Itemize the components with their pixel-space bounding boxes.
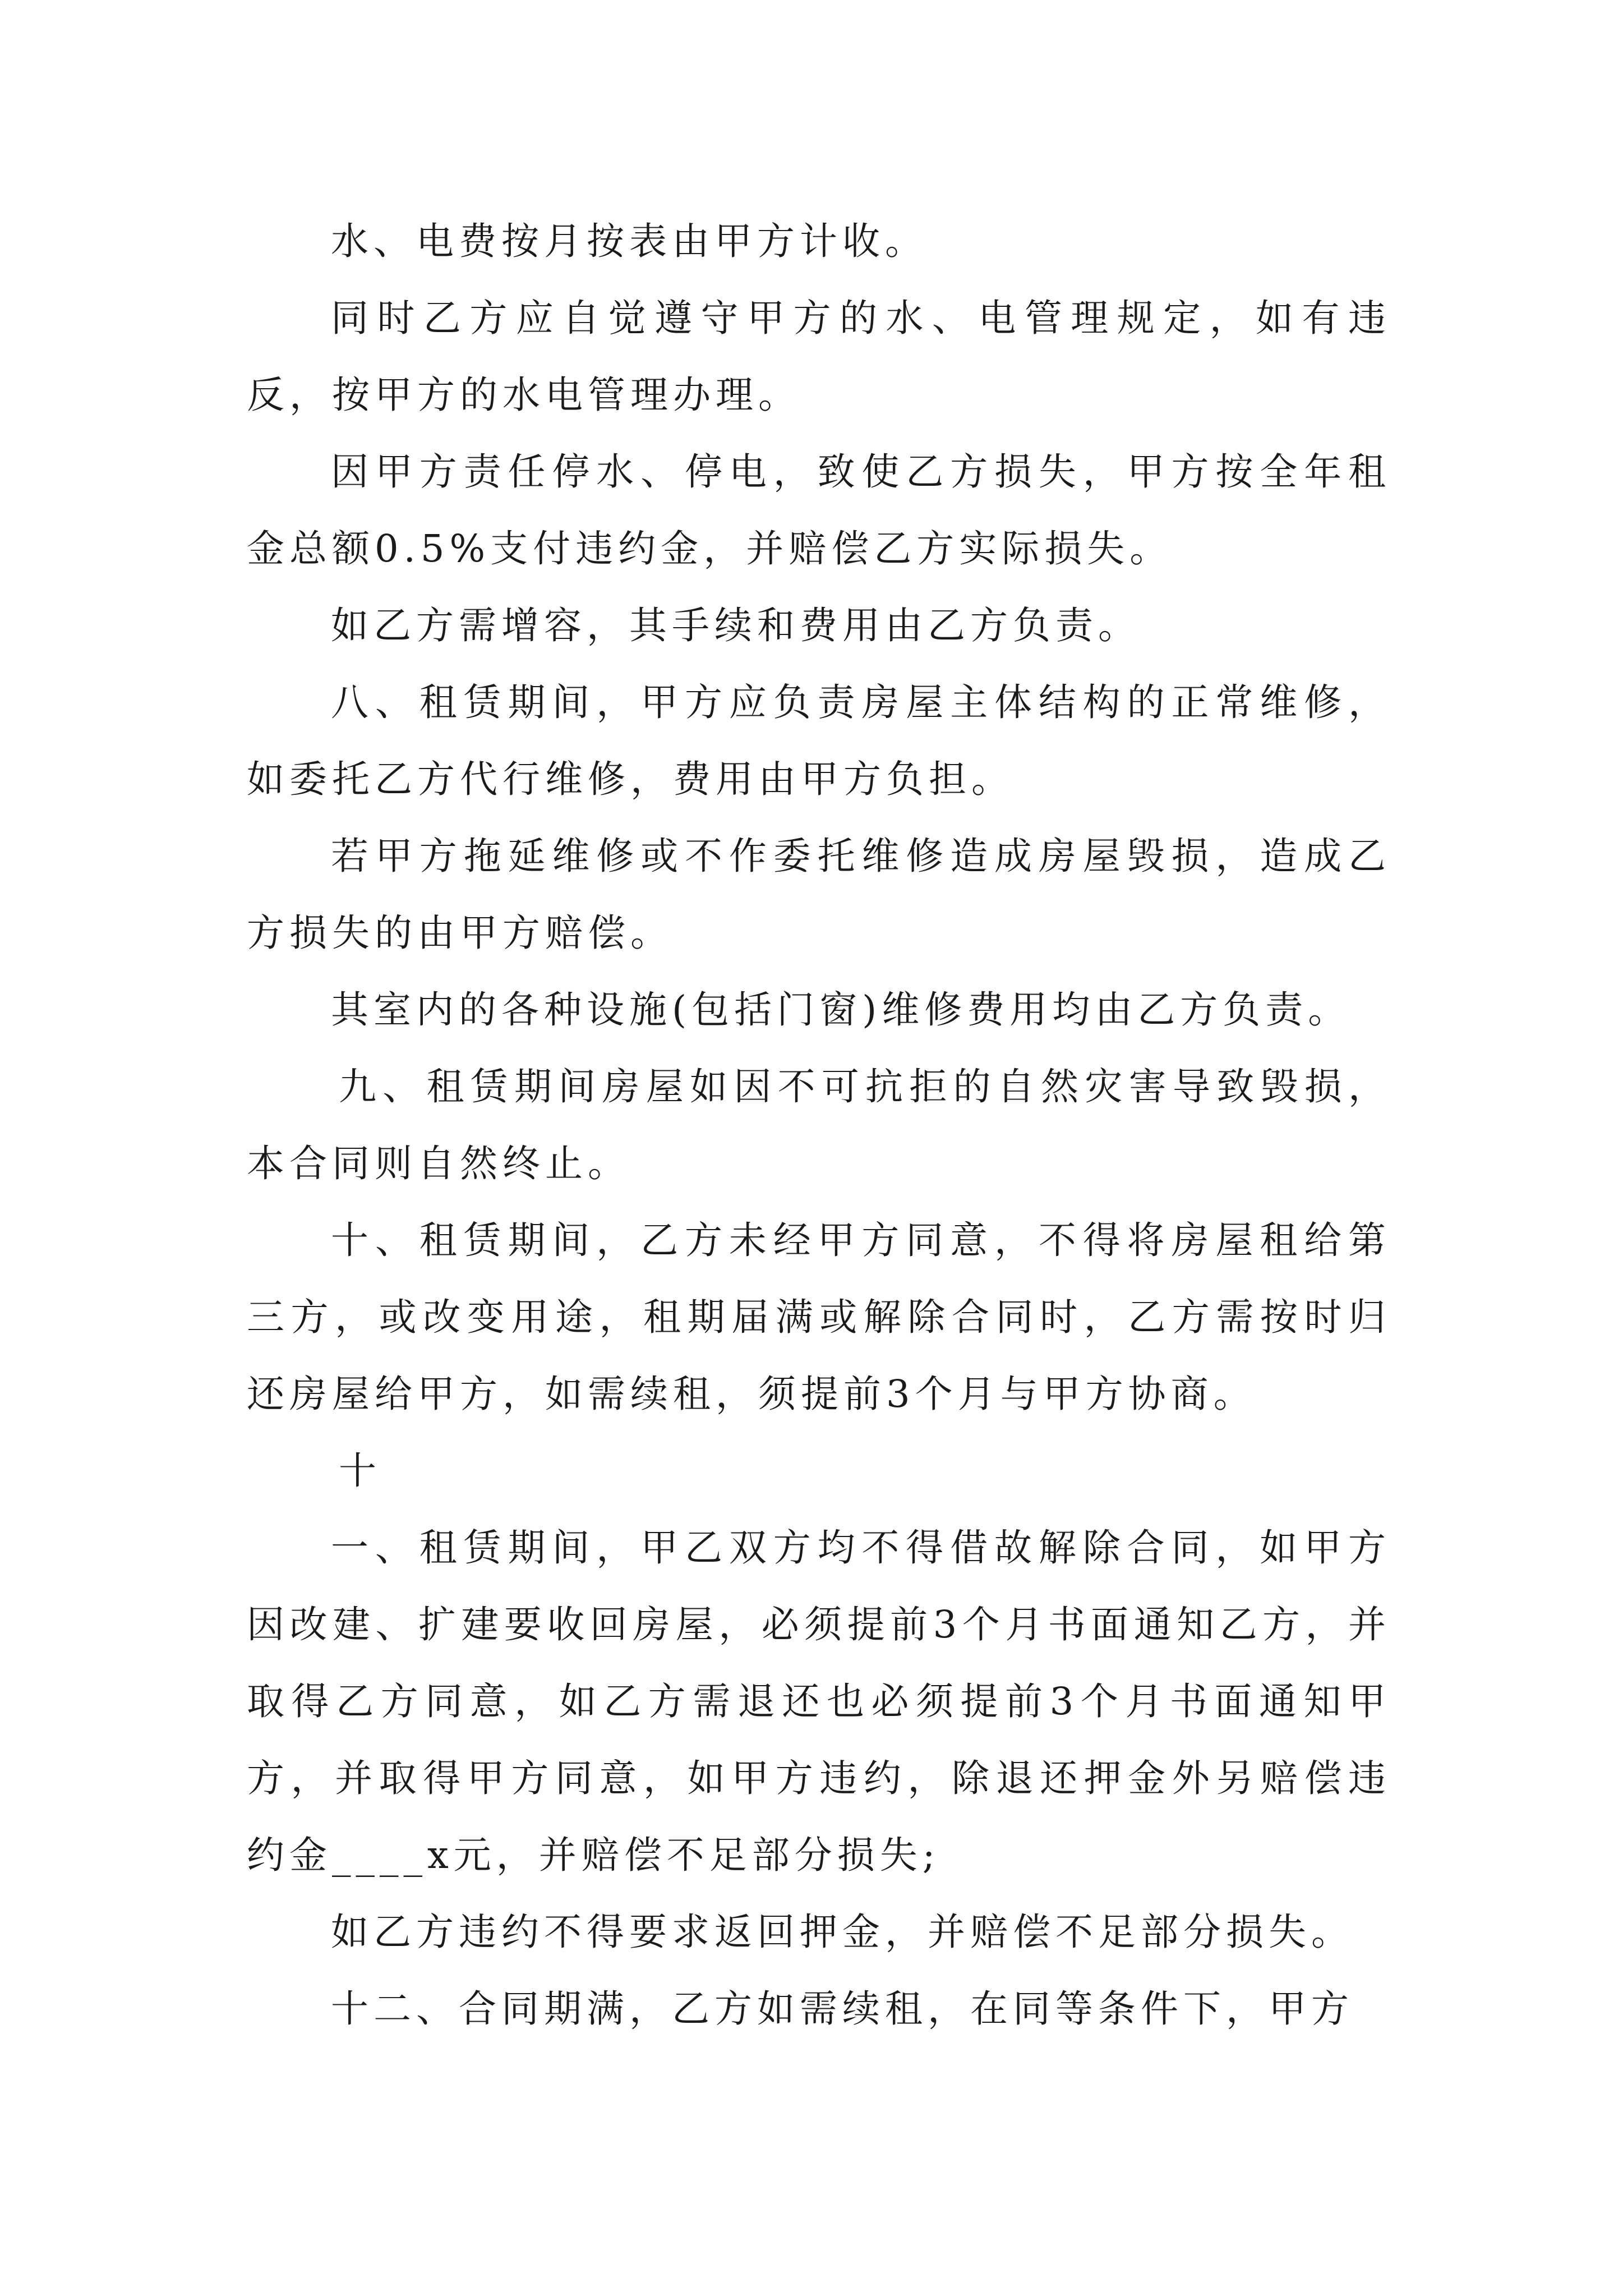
paragraph-water-electric-billing: 水、电费按月按表由甲方计收。 bbox=[331, 219, 928, 263]
paragraph-clause-11-heading: 十 bbox=[339, 1449, 381, 1493]
document-body bbox=[247, 203, 1391, 2047]
paragraph-clause-12: 十二、合同期满，乙方如需续租，在同等条件下，甲方 bbox=[331, 1987, 1354, 2031]
paragraph-repair-delay: 若甲方拖延维修或不作委托维修造成房屋毁损，造成乙方损失的由甲方赔偿。 bbox=[247, 834, 1391, 955]
paragraph-capacity-increase: 如乙方需增容，其手续和费用由乙方负责。 bbox=[331, 604, 1141, 647]
paragraph-clause-9: 九、租赁期间房屋如因不可抗拒的自然灾害导致毁损，本合同则自然终止。 bbox=[247, 1065, 1391, 1185]
paragraph-tenant-breach: 如乙方违约不得要求返回押金，并赔偿不足部分损失。 bbox=[331, 1910, 1354, 1954]
paragraph-utility-rules: 同时乙方应自觉遵守甲方的水、电管理规定，如有违反，按甲方的水电管理办理。 bbox=[247, 296, 1391, 417]
paragraph-clause-11: 一、租赁期间，甲乙双方均不得借故解除合同，如甲方因改建、扩建要收回房屋，必须提前3个月书面通知乙方，并取得乙方同意，如乙方需退还也必须提前3个月书面通知甲方，并取得甲方同意，如甲方违约，除退还押金外另赔偿违约金____x元，并赔偿不足部分损失; bbox=[247, 1526, 1391, 1877]
paragraph-outage-penalty: 因甲方责任停水、停电，致使乙方损失，甲方按全年租金总额0.5%支付违约金，并赔偿乙方实际损失。 bbox=[247, 450, 1391, 570]
paragraph-clause-8: 八、租赁期间，甲方应负责房屋主体结构的正常维修，如委托乙方代行维修，费用由甲方负担。 bbox=[247, 680, 1391, 801]
paragraph-clause-10: 十、租赁期间，乙方未经甲方同意，不得将房屋租给第三方，或改变用途，租期届满或解除合同时，乙方需按时归还房屋给甲方，如需续租，须提前3个月与甲方协商。 bbox=[247, 1218, 1391, 1416]
paragraph-indoor-facilities: 其室内的各种设施(包括门窗)维修费用均由乙方负责。 bbox=[331, 988, 1351, 1032]
